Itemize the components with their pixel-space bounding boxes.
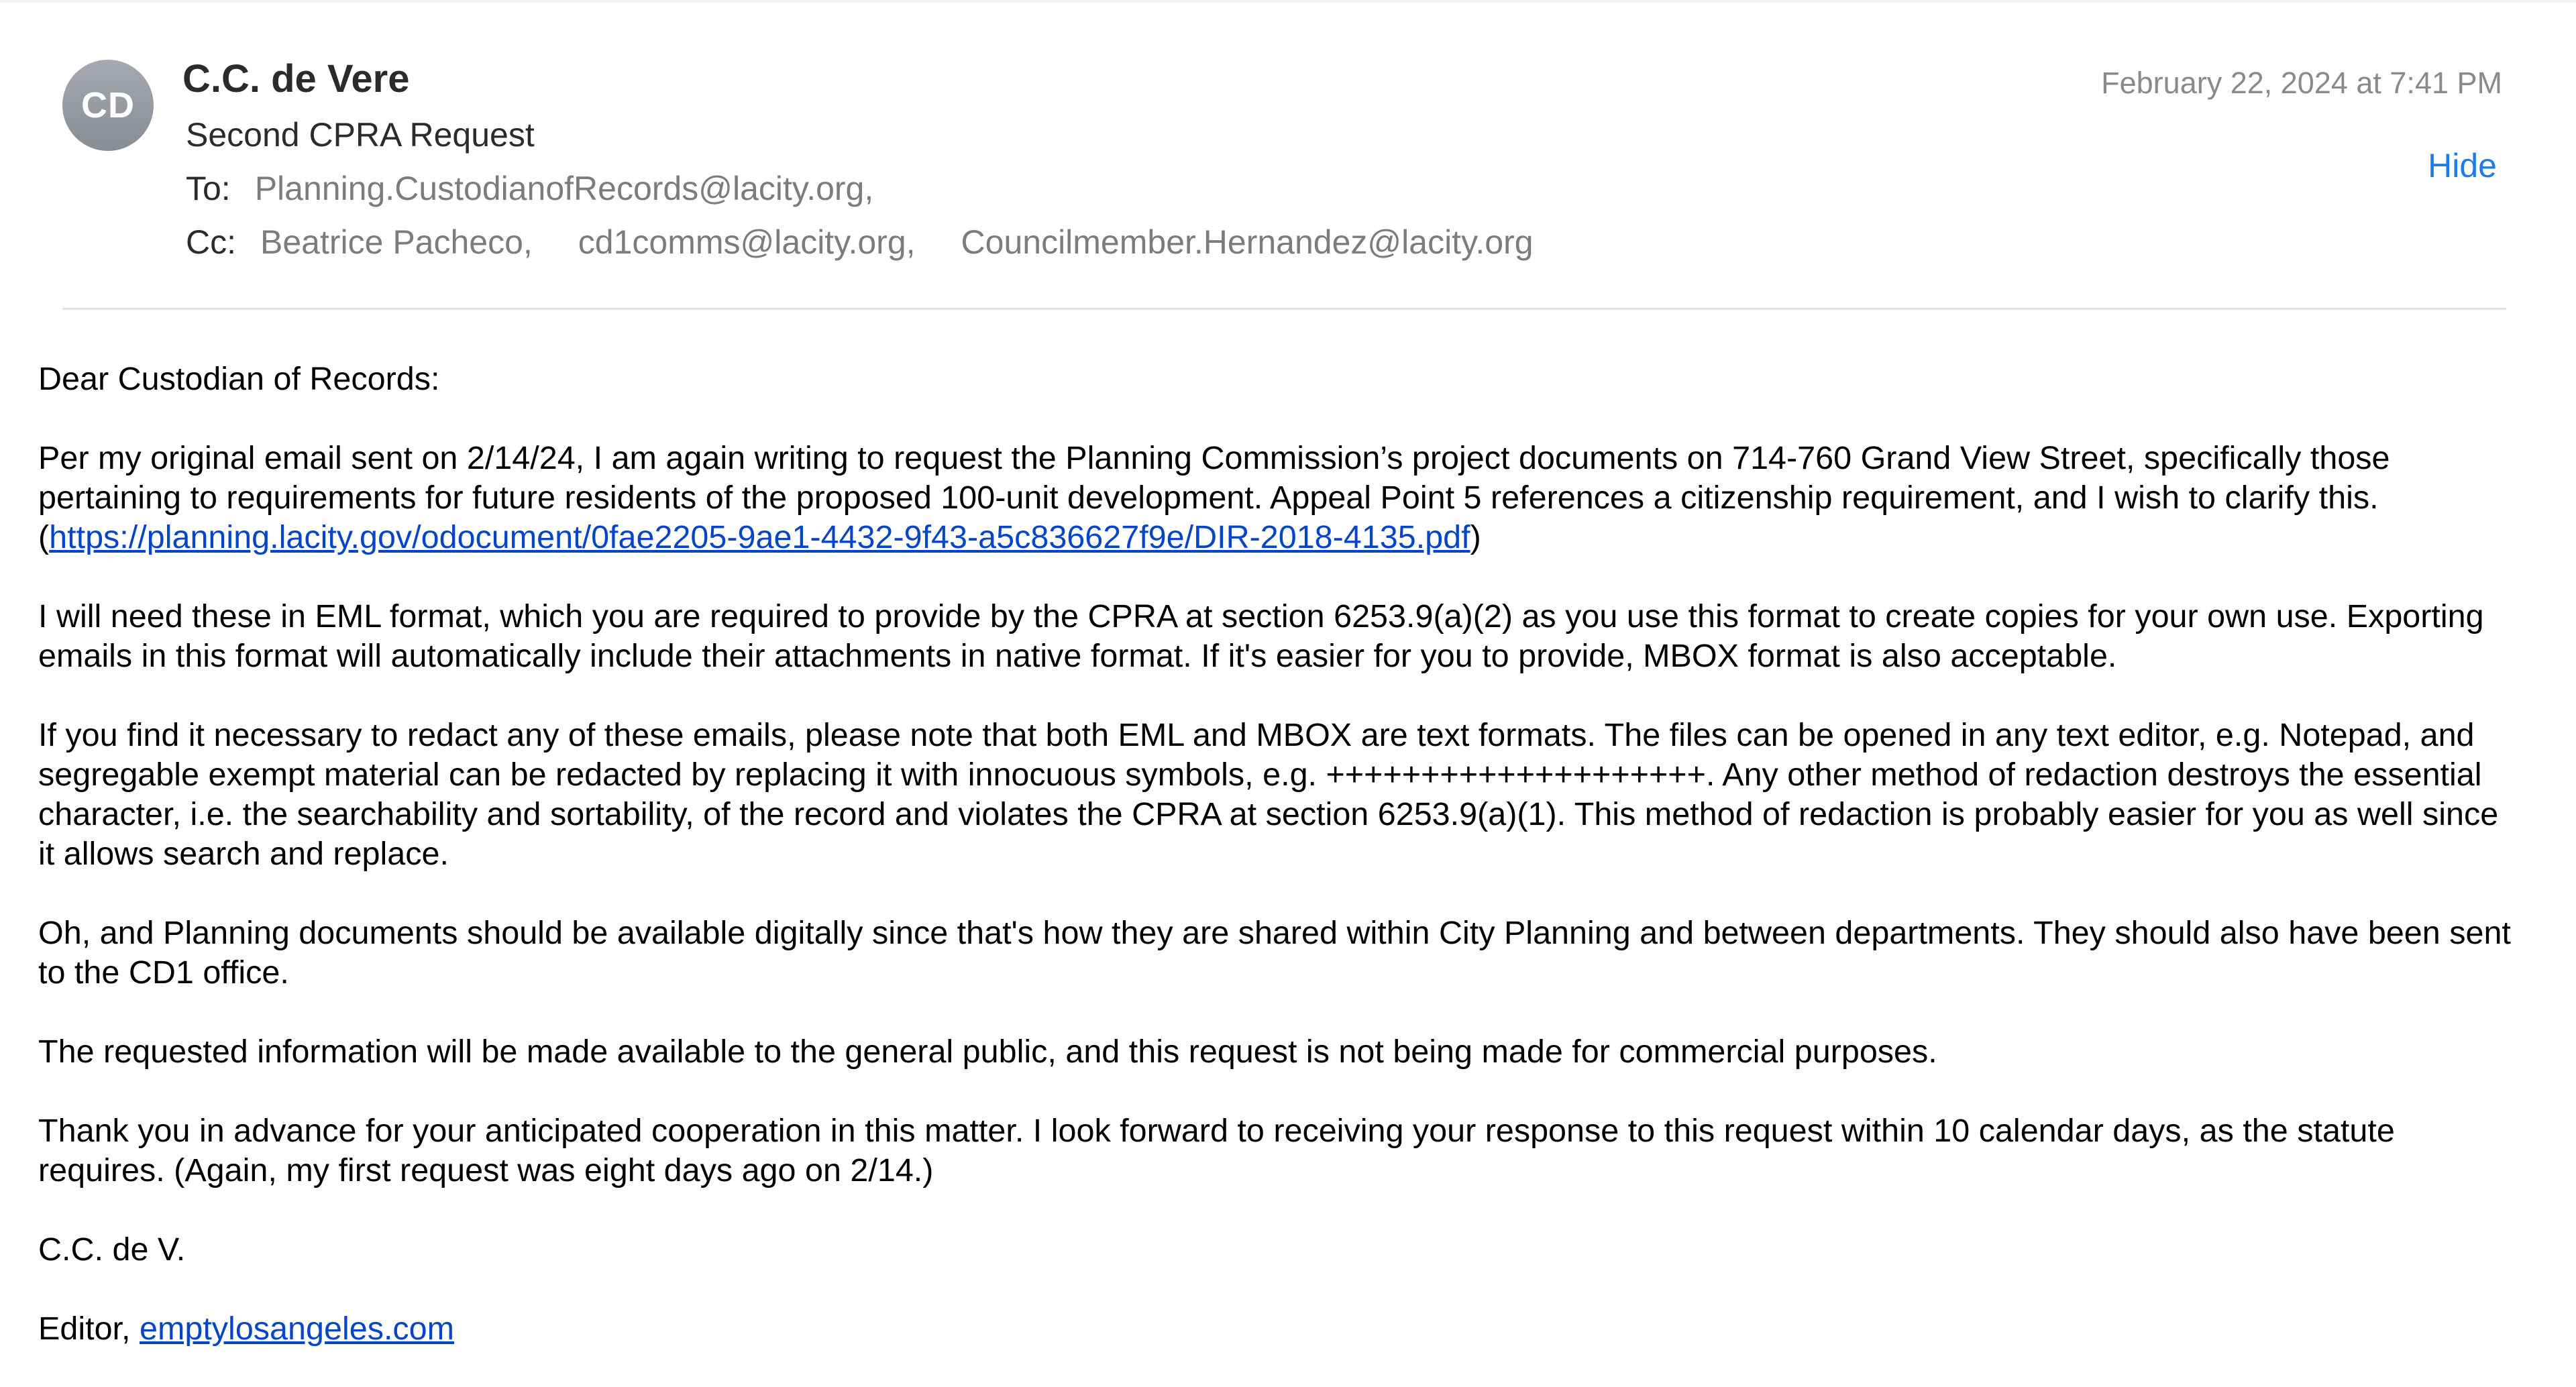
- email-body: [38, 359, 2520, 1387]
- greeting: Dear Custodian of Records:: [38, 361, 440, 397]
- hide-details-link[interactable]: Hide: [2428, 147, 2497, 184]
- editor-prefix: Editor,: [38, 1311, 140, 1347]
- avatar-initials: CD: [81, 85, 135, 125]
- sender-avatar: [62, 60, 154, 151]
- cc-address-3[interactable]: Councilmember.Hernandez@lacity.org: [961, 223, 1534, 261]
- to-label: To:: [186, 170, 231, 207]
- link-open-paren: (: [38, 519, 50, 555]
- body-paragraph-5: The requested information will be made available to the general public, and this request is not being made for commercial purposes.: [38, 1034, 1937, 1070]
- body-paragraph-3: If you find it necessary to redact any of these emails, please note that both EML and MBOX are text formats. The files can be opened in any text editor, e.g. Notepad, and segregable exempt material can be redacted by replacing it with innocuous symbols, e.g. ++++++++++++++++++++. Any other method of redaction destroys the essential character, i.e. the searchability and sortability, of the record and violates the CPRA at section 6253.9(a)(1). This method of redaction is probably easier for you as well since it allows search and replace.: [38, 717, 2499, 872]
- email-subject: Second CPRA Request: [186, 116, 535, 154]
- sender-name: C.C. de Vere: [182, 57, 410, 101]
- planning-document-link[interactable]: https://planning.lacity.gov/odocument/0fae2205-9ae1-4432-9f43-a5c836627f9e/DIR-2018-4135.pdf: [49, 519, 1470, 555]
- body-paragraph-6: Thank you in advance for your anticipated cooperation in this matter. I look forward to receiving your response to this request within 10 calendar days, as the statute requires. (Again, my first request was eight days ago on 2/14.): [38, 1113, 2395, 1188]
- link-close-paren: ): [1470, 519, 1481, 555]
- editor-line: [38, 1309, 2520, 1349]
- cc-address-1[interactable]: Beatrice Pacheco,: [260, 223, 533, 261]
- to-row: [186, 169, 873, 208]
- header-divider: [62, 308, 2506, 310]
- cc-row: [186, 223, 1534, 262]
- email-date: February 22, 2024 at 7:41 PM: [2101, 66, 2502, 100]
- cc-address-2[interactable]: cd1comms@lacity.org,: [578, 223, 916, 261]
- top-border: [0, 0, 2576, 3]
- body-paragraph-4: Oh, and Planning documents should be available digitally since that's how they are shared within City Planning and between departments. They should also have been sent to the CD1 office.: [38, 915, 2511, 991]
- editor-website-link[interactable]: emptylosangeles.com: [139, 1311, 455, 1347]
- body-paragraph-2: I will need these in EML format, which you are required to provide by the CPRA at section 6253.9(a)(2) as you use this format to create copies for your own use. Exporting emails in this format will automatically include their attachments in native format. If it's easier for you to provide, MBOX format is also acceptable.: [38, 598, 2484, 674]
- cc-label: Cc:: [186, 223, 236, 261]
- signoff: C.C. de V.: [38, 1231, 186, 1268]
- to-address[interactable]: Planning.CustodianofRecords@lacity.org,: [254, 170, 874, 207]
- paragraph-1-text: Per my original email sent on 2/14/24, I am again writing to request the Planning Commission’s project documents on 714-760 Grand View Street, specifically those pertaining to requirements for future residents of the proposed 100-unit development. Appeal Point 5 references a citizenship requirement, and I wish to clarify this.: [38, 440, 2390, 516]
- body-paragraph-1: [38, 439, 2520, 557]
